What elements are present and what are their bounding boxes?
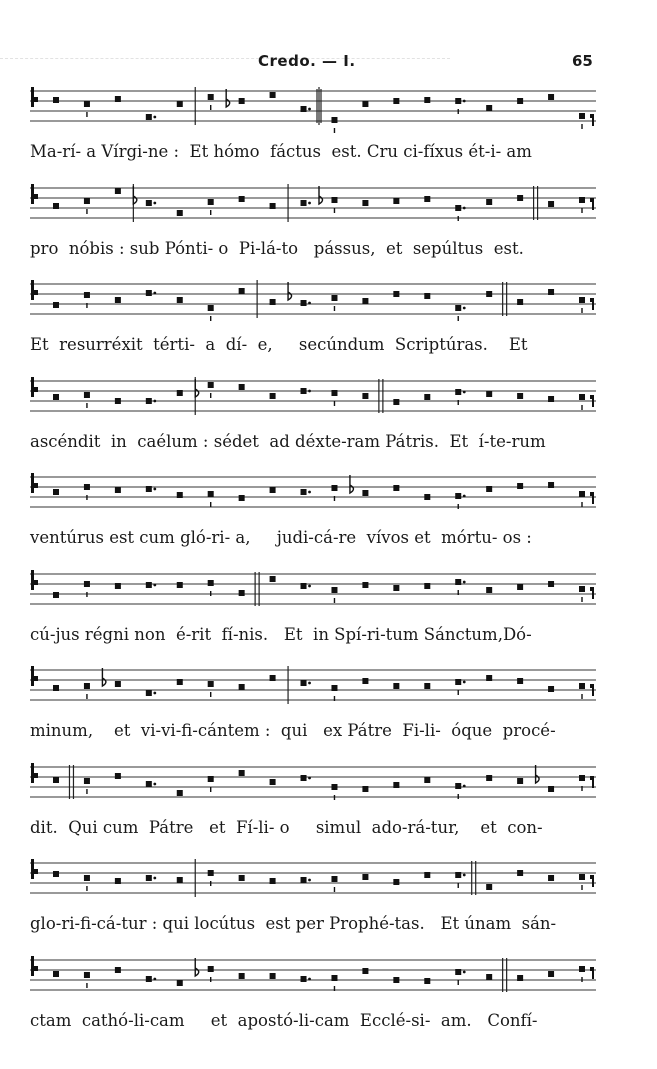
lyric-line	[30, 625, 596, 644]
chant-staff	[30, 952, 596, 1004]
neume-note	[424, 97, 430, 103]
neume-note	[208, 580, 214, 586]
neume-note	[53, 971, 59, 977]
neume-note	[177, 492, 183, 498]
neume-note	[301, 388, 307, 394]
mora-dot	[308, 302, 311, 305]
neume-note	[455, 305, 461, 311]
neume-note	[301, 489, 307, 495]
flat-icon	[536, 765, 540, 783]
neume-note	[517, 678, 523, 684]
lyric-line	[30, 239, 596, 258]
lyric-line	[30, 335, 596, 354]
neume-note	[393, 399, 399, 405]
neume-note	[270, 973, 276, 979]
neume-note	[362, 678, 368, 684]
neume-note	[486, 105, 492, 111]
neume-note	[239, 288, 245, 294]
custos-icon	[590, 776, 594, 788]
do-clef-icon	[31, 570, 38, 590]
neume-note	[517, 870, 523, 876]
chant-staff	[30, 83, 596, 135]
mora-dot	[463, 970, 466, 973]
lyric-text: minum, et vi-vi-fi-cántem : qui ex Pátre Fi-li- óque procé-	[30, 721, 556, 740]
neume-note	[331, 295, 337, 301]
neume-note	[362, 874, 368, 880]
neume-note	[579, 491, 585, 497]
flat-icon	[195, 379, 199, 397]
neume-note	[177, 297, 183, 303]
chant-system	[0, 952, 657, 1057]
flat-icon	[319, 186, 323, 204]
neume-note	[301, 300, 307, 306]
lyric-text: dit. Qui cum Pátre et Fí-li- o simul ado-rá-tur, et con-	[30, 817, 543, 837]
neume-note	[455, 969, 461, 975]
do-clef-icon	[31, 859, 38, 879]
neume-note	[331, 587, 337, 593]
neume-note	[301, 976, 307, 982]
flat-icon	[133, 186, 137, 204]
neume-note	[270, 779, 276, 785]
page-header	[0, 52, 657, 76]
neume-note	[146, 875, 152, 881]
neume-note	[53, 592, 59, 598]
neume-note	[177, 679, 183, 685]
flat-icon	[102, 668, 106, 686]
neume-note	[208, 966, 214, 972]
neume-note	[517, 975, 523, 981]
neume-note	[331, 485, 337, 491]
neume-note	[146, 976, 152, 982]
neume-note	[424, 978, 430, 984]
mora-dot	[153, 201, 156, 204]
custos-icon	[590, 114, 594, 126]
neume-note	[146, 398, 152, 404]
neume-note	[239, 495, 245, 501]
custos-icon	[590, 967, 594, 979]
neume-note	[331, 117, 337, 123]
neume-note	[393, 585, 399, 591]
mora-dot	[463, 100, 466, 103]
flat-icon	[288, 282, 292, 300]
lyric-text: pro nóbis : sub Pónti- o Pi-lá-to pássus, et sepúltus est.	[30, 238, 524, 258]
mora-dot	[153, 583, 156, 586]
neume-note	[115, 188, 121, 194]
neume-note	[301, 200, 307, 206]
neume-note	[517, 778, 523, 784]
neume-note	[208, 382, 214, 388]
lyric-line	[30, 914, 596, 933]
mora-dot	[153, 782, 156, 785]
lyric-line	[30, 721, 596, 740]
lyric-text: ctam cathó-li-cam et apostó-li-cam Ecclé-si- am. Confí-	[30, 1010, 538, 1030]
neume-note	[455, 389, 461, 395]
neume-note	[548, 686, 554, 692]
chant-staff	[30, 469, 596, 521]
mora-dot	[308, 389, 311, 392]
neume-note	[486, 291, 492, 297]
neume-note	[146, 200, 152, 206]
chant-system	[0, 83, 657, 188]
neume-note	[579, 197, 585, 203]
lyric-text: cú-jus régni non é-rit fí-nis. Et in Spí-ri-tum Sánctum,Dó-	[30, 624, 532, 644]
neume-note	[579, 683, 585, 689]
neume-note	[362, 786, 368, 792]
neume-note	[424, 583, 430, 589]
neume-note	[115, 681, 121, 687]
neume-note	[455, 872, 461, 878]
neume-note	[177, 877, 183, 883]
neume-note	[548, 201, 554, 207]
neume-note	[177, 101, 183, 107]
mora-dot	[308, 491, 311, 494]
neume-note	[115, 487, 121, 493]
neume-note	[84, 683, 90, 689]
neume-note	[362, 490, 368, 496]
mora-dot	[153, 116, 156, 119]
do-clef-icon	[31, 280, 38, 300]
chant-system	[0, 566, 657, 671]
lyric-line	[30, 1011, 596, 1030]
neume-note	[486, 199, 492, 205]
mora-dot	[153, 977, 156, 980]
neume-note	[146, 486, 152, 492]
neume-note	[239, 684, 245, 690]
neume-note	[177, 582, 183, 588]
do-clef-icon	[31, 377, 38, 397]
neume-note	[208, 870, 214, 876]
neume-note	[270, 878, 276, 884]
neume-note	[331, 197, 337, 203]
neume-note	[53, 871, 59, 877]
do-clef-icon	[31, 763, 38, 783]
neume-note	[486, 675, 492, 681]
neume-note	[424, 394, 430, 400]
neume-note	[517, 393, 523, 399]
mora-dot	[308, 201, 311, 204]
mora-dot	[153, 877, 156, 880]
chant-staff	[30, 662, 596, 714]
neume-note	[84, 101, 90, 107]
neume-note	[579, 966, 585, 972]
neume-note	[455, 205, 461, 211]
neume-note	[548, 482, 554, 488]
chant-system	[0, 373, 657, 478]
page-title: Credo. — I.	[258, 52, 356, 70]
chant-system	[0, 276, 657, 381]
neume-note	[579, 586, 585, 592]
neume-note	[548, 94, 554, 100]
do-clef-icon	[31, 184, 38, 204]
neume-note	[208, 199, 214, 205]
neume-note	[362, 393, 368, 399]
mora-dot	[308, 584, 311, 587]
neume-note	[270, 393, 276, 399]
neume-note	[362, 200, 368, 206]
chant-system	[0, 469, 657, 574]
neume-note	[579, 113, 585, 119]
neume-note	[393, 198, 399, 204]
neume-note	[146, 582, 152, 588]
neume-note	[424, 683, 430, 689]
lyric-line	[30, 432, 596, 451]
neume-note	[517, 483, 523, 489]
mora-dot	[463, 784, 466, 787]
neume-note	[270, 203, 276, 209]
flat-icon	[226, 89, 230, 107]
neume-note	[579, 297, 585, 303]
neume-note	[579, 775, 585, 781]
neume-note	[115, 398, 121, 404]
mora-dot	[153, 488, 156, 491]
neume-note	[393, 879, 399, 885]
neume-note	[393, 683, 399, 689]
neume-note	[393, 977, 399, 983]
neume-note	[455, 493, 461, 499]
neume-note	[53, 777, 59, 783]
neume-note	[53, 97, 59, 103]
neume-note	[486, 884, 492, 890]
neume-note	[424, 196, 430, 202]
neume-note	[393, 98, 399, 104]
neume-note	[486, 974, 492, 980]
mora-dot	[463, 307, 466, 310]
neume-note	[270, 487, 276, 493]
mora-dot	[463, 390, 466, 393]
neume-note	[517, 195, 523, 201]
lyric-text: Et resurréxit térti- a dí- e, secúndum Scriptúras. Et	[30, 335, 528, 354]
neume-note	[115, 967, 121, 973]
neume-note	[548, 875, 554, 881]
lyric-text: Ma-rí- a Vírgi-ne : Et hómo fáctus est. Cru ci-fíxus ét-i- am	[30, 142, 532, 161]
mora-dot	[308, 977, 311, 980]
neume-note	[146, 690, 152, 696]
lyric-line	[30, 142, 596, 161]
neume-note	[177, 980, 183, 986]
neume-note	[239, 590, 245, 596]
neume-note	[331, 975, 337, 981]
neume-note	[270, 675, 276, 681]
chant-staff	[30, 566, 596, 618]
neume-note	[517, 584, 523, 590]
neume-note	[331, 876, 337, 882]
mora-dot	[463, 874, 466, 877]
neume-note	[455, 579, 461, 585]
neume-note	[331, 784, 337, 790]
neume-note	[146, 114, 152, 120]
neume-note	[115, 878, 121, 884]
lyric-text: ventúrus est cum gló-ri- a, judi-cá-re vívos et mórtu- os :	[30, 528, 532, 547]
do-clef-icon	[31, 473, 38, 493]
mora-dot	[308, 108, 311, 111]
neume-note	[362, 298, 368, 304]
neume-note	[208, 491, 214, 497]
neume-note	[455, 783, 461, 789]
neume-note	[424, 494, 430, 500]
mora-dot	[463, 206, 466, 209]
neume-note	[331, 390, 337, 396]
mora-dot	[463, 495, 466, 498]
neume-note	[393, 485, 399, 491]
do-clef-icon	[31, 956, 38, 976]
lyric-line	[30, 818, 596, 837]
neume-note	[548, 396, 554, 402]
mora-dot	[463, 580, 466, 583]
neume-note	[517, 98, 523, 104]
neume-note	[362, 101, 368, 107]
neume-note	[177, 390, 183, 396]
neume-note	[239, 196, 245, 202]
neume-note	[424, 872, 430, 878]
neume-note	[270, 299, 276, 305]
neume-note	[486, 587, 492, 593]
neume-note	[146, 290, 152, 296]
neume-note	[177, 210, 183, 216]
custos-icon	[590, 875, 594, 887]
do-clef-icon	[31, 87, 38, 107]
neume-note	[548, 971, 554, 977]
mora-dot	[308, 776, 311, 779]
flat-icon	[195, 958, 199, 976]
neume-note	[455, 679, 461, 685]
neume-note	[270, 576, 276, 582]
neume-note	[301, 680, 307, 686]
neume-note	[84, 484, 90, 490]
lyric-line	[30, 528, 596, 547]
custos-icon	[590, 492, 594, 504]
neume-note	[301, 775, 307, 781]
neume-note	[53, 489, 59, 495]
neume-note	[486, 391, 492, 397]
chant-system	[0, 180, 657, 285]
neume-note	[548, 289, 554, 295]
neume-note	[84, 292, 90, 298]
neume-note	[239, 973, 245, 979]
mora-dot	[153, 292, 156, 295]
chant-staff	[30, 759, 596, 811]
mora-dot	[463, 681, 466, 684]
neume-note	[115, 297, 121, 303]
custos-icon	[590, 587, 594, 599]
neume-note	[239, 875, 245, 881]
neume-note	[177, 790, 183, 796]
neume-note	[208, 776, 214, 782]
neume-note	[239, 384, 245, 390]
chant-system	[0, 759, 657, 864]
neume-note	[331, 685, 337, 691]
top-rule	[0, 58, 450, 59]
neume-note	[115, 583, 121, 589]
neume-note	[393, 782, 399, 788]
neume-note	[548, 581, 554, 587]
neume-note	[548, 786, 554, 792]
neume-note	[53, 302, 59, 308]
neume-note	[208, 681, 214, 687]
neume-note	[84, 972, 90, 978]
neume-note	[208, 305, 214, 311]
neume-note	[53, 394, 59, 400]
neume-note	[486, 775, 492, 781]
neume-note	[239, 98, 245, 104]
neume-note	[362, 968, 368, 974]
neume-note	[146, 781, 152, 787]
mora-dot	[308, 682, 311, 685]
neume-note	[239, 770, 245, 776]
neume-note	[517, 299, 523, 305]
neume-note	[115, 96, 121, 102]
neume-note	[579, 874, 585, 880]
neume-note	[424, 777, 430, 783]
neume-note	[115, 773, 121, 779]
neume-note	[301, 877, 307, 883]
chant-system	[0, 662, 657, 767]
chant-staff	[30, 373, 596, 425]
flat-icon	[350, 475, 354, 493]
neume-note	[84, 875, 90, 881]
chant-staff	[30, 180, 596, 232]
neume-note	[301, 583, 307, 589]
neume-note	[393, 291, 399, 297]
neume-note	[424, 293, 430, 299]
mora-dot	[153, 399, 156, 402]
lyric-text: ascéndit in caélum : sédet ad déxte-ram Pátris. Et í-te-rum	[30, 431, 546, 451]
page-number: 65	[572, 52, 593, 70]
neume-note	[84, 778, 90, 784]
neume-note	[84, 392, 90, 398]
neume-note	[362, 582, 368, 588]
mora-dot	[153, 692, 156, 695]
neume-note	[486, 486, 492, 492]
neume-note	[53, 685, 59, 691]
chant-system	[0, 855, 657, 960]
neume-note	[579, 394, 585, 400]
neume-note	[84, 198, 90, 204]
chant-staff	[30, 855, 596, 907]
chant-staff	[30, 276, 596, 328]
lyric-text: glo-ri-fi-cá-tur : qui locútus est per Prophé-tas. Et únam sán-	[30, 914, 557, 933]
neume-note	[208, 94, 214, 100]
mora-dot	[308, 879, 311, 882]
do-clef-icon	[31, 666, 38, 686]
neume-note	[455, 98, 461, 104]
neume-note	[84, 581, 90, 587]
neume-note	[270, 92, 276, 98]
neume-note	[301, 106, 307, 112]
neume-note	[53, 203, 59, 209]
